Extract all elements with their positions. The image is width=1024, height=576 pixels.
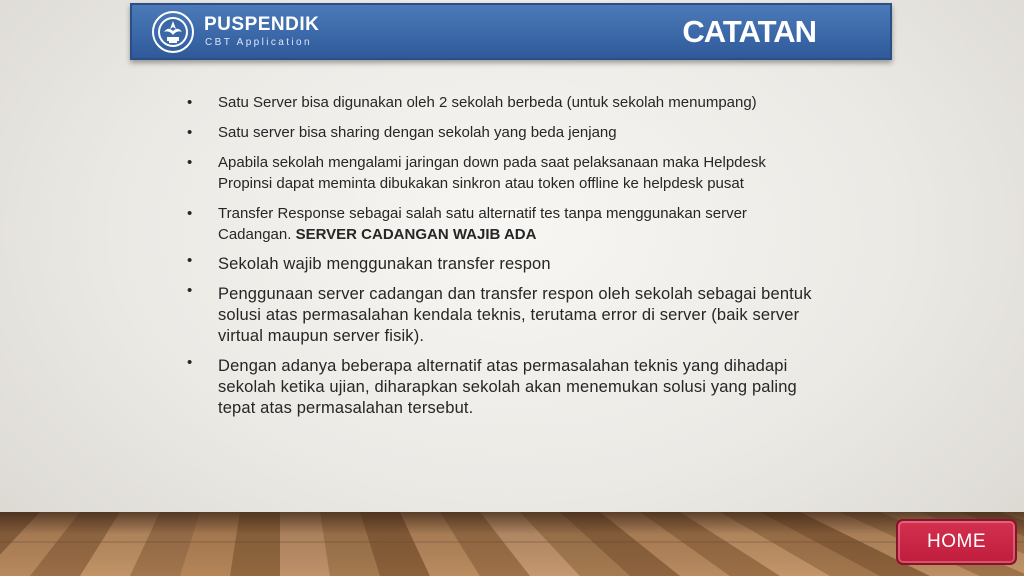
list-item: • Penggunaan server cadangan dan transfer respon oleh sekolah sebagai bentuk solusi atas permasalahan kendala teknis, terutama error di server (baik server virtual maupun server fisik). [186, 284, 836, 347]
list-item: • Satu server bisa sharing dengan sekolah yang beda jenjang [186, 122, 836, 143]
notes-list [186, 92, 836, 428]
list-item: • Satu Server bisa digunakan oleh 2 sekolah berbeda (untuk sekolah menumpang) [186, 92, 836, 113]
header-banner [130, 3, 892, 60]
list-item: • Apabila sekolah mengalami jaringan down pada saat pelaksanaan maka Helpdesk Propinsi dapat meminta dibukakan sinkron atau token offline ke helpdesk pusat [186, 152, 836, 194]
brand-name: PUSPENDIK [204, 14, 320, 35]
list-item: • Transfer Response sebagai salah satu alternatif tes tanpa menggunakan server Cadangan. SERVER CADANGAN WAJIB ADA [186, 203, 836, 245]
brand-subtitle: CBT Application [205, 37, 312, 48]
emphasis-text: SERVER CADANGAN WAJIB ADA [295, 226, 537, 243]
list-item: • Dengan adanya beberapa alternatif atas permasalahan teknis yang dihadapi sekolah ketika ujian, diharapkan sekolah akan menemukan solusi yang paling tepat atas permasalahan tersebut. [186, 356, 836, 419]
page-title: CATATAN [682, 14, 816, 49]
home-button[interactable]: HOME [896, 519, 1017, 565]
list-item: • Sekolah wajib menggunakan transfer respon [186, 254, 836, 275]
wooden-floor [0, 512, 1024, 576]
tut-wuri-handayani-emblem-icon [150, 10, 196, 54]
